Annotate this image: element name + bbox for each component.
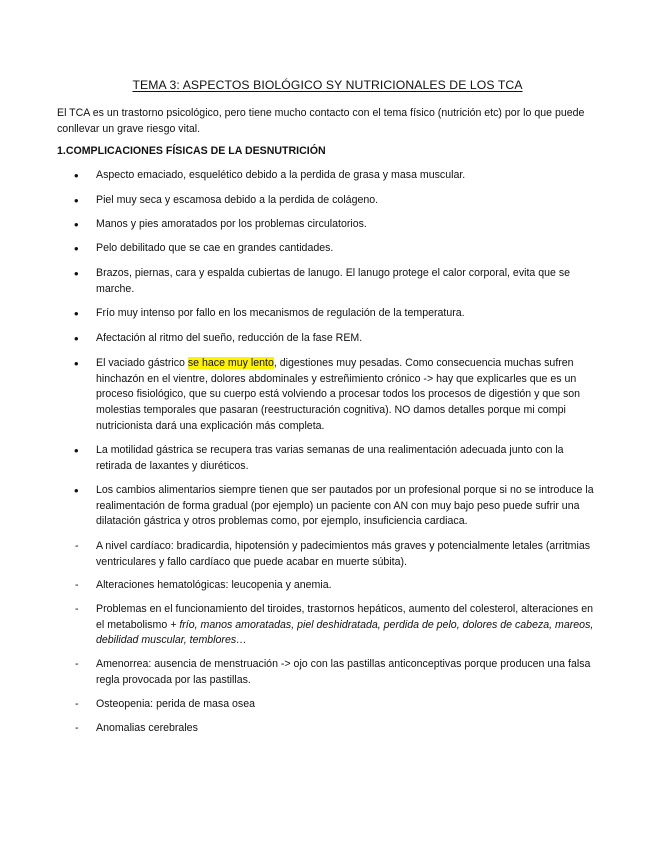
list-item-text: A nivel cardíaco: bradicardia, hipotensión y padecimientos más graves y potencialmente letales (arritmias ventriculares y fallo cardíaco que puede acabar en muerte súbita). [96, 540, 591, 568]
bullet-marker: • [74, 356, 79, 371]
list-item-text: Afectación al ritmo del sueño, reducción de la fase REM. [96, 332, 363, 344]
text-segment: El vaciado gástrico [96, 357, 188, 369]
highlighted-text: se hace muy lento [187, 357, 274, 369]
list-item-text: Pelo debilitado que se cae en grandes cantidades. [96, 242, 334, 254]
list-item-text: Amenorrea: ausencia de menstruación -> ojo con las pastillas anticonceptivas porque producen una falsa regla provocada por las pastillas. [96, 658, 591, 686]
list-item-text: La motilidad gástrica se recupera tras varias semanas de una realimentación adecuada junto con la retirada de laxantes y diuréticos. [96, 444, 564, 472]
page-title: TEMA 3: ASPECTOS BIOLÓGICO SY NUTRICIONALES DE LOS TCA [132, 78, 523, 92]
bullet-marker: • [74, 241, 79, 256]
dash-marker: - [75, 722, 79, 734]
intro-paragraph: El TCA es un trastorno psicológico, pero tiene mucho contacto con el tema físico (nutrición etc) por lo que puede conllevar un grave riesgo vital. [57, 107, 585, 135]
bullet-marker: • [74, 443, 79, 458]
list-item-text: Osteopenia: perida de masa osea [96, 698, 256, 710]
text-segment: , digestiones muy pesadas. Como consecuencia muchas sufren hinchazón en el vientre, dolores abdominales y estreñimiento crónico -> hay que explicarles que es un proceso fisiológico, que su cuerpo está volviendo a procesar todos los procesos de digestión y que son molestias temporales que pasaran (reestructuración cognitiva). NO damos detalles porque mi compi nutricionista dará una explicación más completa. [96, 357, 581, 432]
bullet-marker: • [74, 266, 79, 281]
list-item-text: Anomalias cerebrales [96, 722, 198, 734]
dash-marker: - [75, 698, 79, 710]
list-item-text: Brazos, piernas, cara y espalda cubiertas de lanugo. El lanugo protege el calor corporal, evita que se marche. [96, 267, 571, 295]
bullet-marker: • [74, 168, 79, 183]
list-item-text [96, 602, 596, 649]
list-item-text: Aspecto emaciado, esquelético debido a la perdida de grasa y masa muscular. [96, 169, 466, 181]
bullet-marker: • [74, 193, 79, 208]
dash-marker: - [75, 579, 79, 591]
list-item-text: Alteraciones hematológicas: leucopenia y anemia. [96, 579, 332, 591]
bullet-marker: • [74, 483, 79, 498]
list-item-text [96, 356, 596, 435]
list-item-text: Los cambios alimentarios siempre tienen que ser pautados por un profesional porque si no se introduce la realimentación de forma gradual (por ejemplo) un paciente con AN con muy bajo peso puede sufrir una dilatación gástrica y otros problemas como, por ejemplo, insuficiencia cardiaca. [96, 484, 594, 528]
bullet-marker: • [74, 331, 79, 346]
list-item-text: Piel muy seca y escamosa debido a la perdida de colágeno. [96, 194, 379, 206]
dash-marker: - [75, 658, 79, 670]
text-segment: Problemas en el funcionamiento del tiroides, trastornos hepáticos, aumento del colesterol, alteraciones en el metabolismo [96, 603, 594, 631]
italic-text: + frío, manos amoratadas, piel deshidratada, perdida de pelo, dolores de cabeza, mareos, debilidad muscular, temblores… [96, 618, 594, 647]
bullet-marker: • [74, 217, 79, 232]
dash-marker: - [75, 603, 79, 615]
section-heading: 1.COMPLICACIONES FÍSICAS DE LA DESNUTRICIÓN [57, 145, 326, 157]
list-item-text: Manos y pies amoratados por los problemas circulatorios. [96, 218, 367, 230]
dash-marker: - [75, 540, 79, 552]
list-item-text: Frío muy intenso por fallo en los mecanismos de regulación de la temperatura. [96, 307, 465, 319]
bullet-marker: • [74, 306, 79, 321]
